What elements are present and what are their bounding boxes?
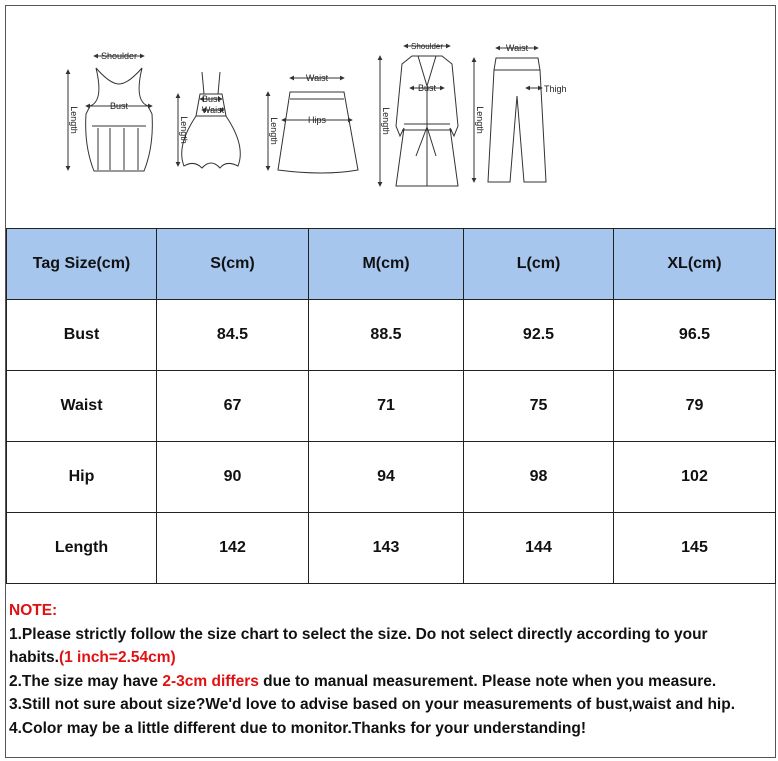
table-row xyxy=(7,513,776,584)
note-title: NOTE: xyxy=(9,602,58,619)
trousers-length-label: Length xyxy=(475,106,485,134)
tank-bust-label: Bust xyxy=(109,101,129,111)
table-cell: 90 xyxy=(157,442,309,513)
row-label: Bust xyxy=(7,300,157,371)
table-cell: 102 xyxy=(614,442,776,513)
table-cell: 143 xyxy=(309,513,464,584)
header-size-l: L(cm) xyxy=(464,229,614,300)
size-chart-card xyxy=(5,5,776,758)
note-line-2-post: due to manual measurement. Please note when you measure. xyxy=(258,672,717,690)
row-label: Waist xyxy=(7,371,157,442)
table-cell: 75 xyxy=(464,371,614,442)
note-line-1: 1.Please strictly follow the size chart to select the size. Do not select directly according to your xyxy=(9,625,708,643)
note-line-2 xyxy=(9,670,773,694)
table-cell: 94 xyxy=(309,442,464,513)
dress-bust-label: Bust xyxy=(201,94,221,104)
table-cell: 145 xyxy=(614,513,776,584)
table-row xyxy=(7,371,776,442)
skirt-drawing xyxy=(268,78,358,173)
table-header-row xyxy=(7,229,776,300)
table-cell: 92.5 xyxy=(464,300,614,371)
row-label: Length xyxy=(7,513,157,584)
table-cell: 144 xyxy=(464,513,614,584)
garment-measurement-illustration xyxy=(6,6,775,229)
header-size-s: S(cm) xyxy=(157,229,309,300)
row-label: Hip xyxy=(7,442,157,513)
tank-length-label: Length xyxy=(69,106,79,134)
table-cell: 79 xyxy=(614,371,776,442)
skirt-hips-label: Hips xyxy=(307,115,327,125)
table-cell: 96.5 xyxy=(614,300,776,371)
table-cell: 67 xyxy=(157,371,309,442)
dress-waist-label: Waist xyxy=(201,105,225,115)
skirt-length-label: Length xyxy=(269,117,279,145)
header-tag-size: Tag Size(cm) xyxy=(7,229,157,300)
size-table xyxy=(6,228,776,584)
garment-diagrams xyxy=(6,6,775,228)
trousers-thigh-label: Thigh xyxy=(544,84,567,94)
measurement-difference: 2-3cm differs xyxy=(162,672,259,690)
note-line-4: 4.Color may be a little different due to monitor.Thanks for your understanding! xyxy=(9,719,586,737)
tank-top-drawing xyxy=(68,56,152,171)
table-row xyxy=(7,300,776,371)
size-notes xyxy=(9,599,773,740)
note-line-1-cont xyxy=(9,646,773,670)
table-cell: 142 xyxy=(157,513,309,584)
header-size-xl: XL(cm) xyxy=(614,229,776,300)
note-line-2-pre: 2.The size may have xyxy=(9,672,163,690)
table-cell: 84.5 xyxy=(157,300,309,371)
tank-shoulder-label: Shoulder xyxy=(100,51,138,61)
note-line-1-text: habits. xyxy=(9,649,59,666)
coat-bust-label: Bust xyxy=(417,83,437,93)
coat-length-label: Length xyxy=(381,107,391,135)
trousers-waist-label: Waist xyxy=(505,43,529,53)
note-line-3: 3.Still not sure about size?We'd love to advise based on your measurements of bust,waist and hip. xyxy=(9,696,736,713)
inch-conversion: (1 inch=2.54cm) xyxy=(58,649,176,666)
coat-shoulder-label: Shoulder xyxy=(410,42,444,51)
table-cell: 88.5 xyxy=(309,300,464,371)
header-size-m: M(cm) xyxy=(309,229,464,300)
table-row xyxy=(7,442,776,513)
table-cell: 98 xyxy=(464,442,614,513)
skirt-waist-label: Waist xyxy=(305,73,329,83)
table-cell: 71 xyxy=(309,371,464,442)
dress-length-label: Length xyxy=(179,116,189,144)
